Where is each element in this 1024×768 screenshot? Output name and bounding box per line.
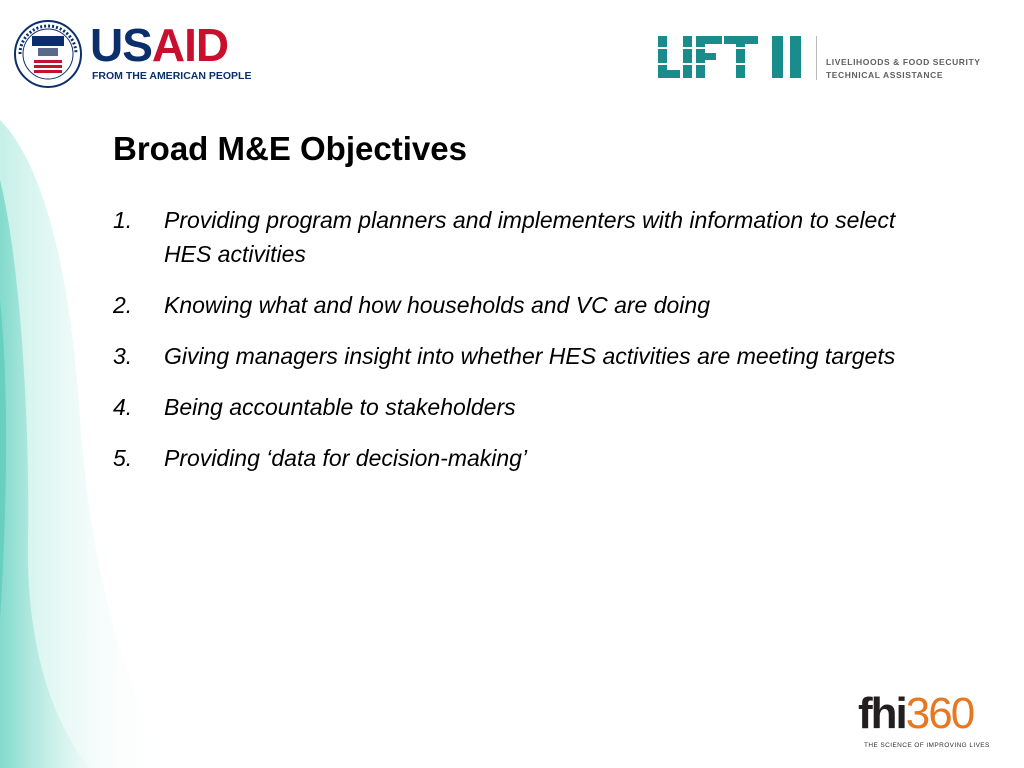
- objective-number: 2.: [113, 292, 133, 318]
- usaid-wordmark-aid: AID: [151, 19, 229, 71]
- usaid-logo: [14, 19, 252, 90]
- fhi360-wordmark-fhi: fhi: [858, 689, 906, 738]
- usaid-seal-icon: [14, 20, 82, 88]
- objective-item: [113, 339, 913, 373]
- objective-text: Knowing what and how households and VC are doing: [164, 292, 710, 318]
- usaid-tagline: FROM THE AMERICAN PEOPLE: [92, 70, 252, 82]
- objective-number: 4.: [113, 394, 133, 420]
- lift-tagline-line2: TECHNICAL ASSISTANCE: [826, 70, 944, 80]
- objective-number: 5.: [113, 445, 133, 471]
- usaid-wordmark: [90, 19, 229, 71]
- objective-number: 3.: [113, 343, 133, 369]
- objective-item: [113, 441, 913, 475]
- objective-text: Giving managers insight into whether HES activities are meeting targets: [164, 343, 896, 369]
- lift-ii-mark-icon: [656, 34, 816, 82]
- lift-tagline: [826, 56, 981, 82]
- fhi360-logo: [858, 690, 998, 754]
- fhi360-tagline: THE SCIENCE OF IMPROVING LIVES: [864, 742, 990, 749]
- objectives-list: [113, 203, 913, 492]
- objective-text: Being accountable to stakeholders: [164, 394, 516, 420]
- fhi360-wordmark: [858, 690, 973, 738]
- objective-item: [113, 203, 913, 271]
- objective-item: [113, 288, 913, 322]
- objective-text: Providing ‘data for decision-making’: [164, 445, 528, 471]
- fhi360-wordmark-360: 360: [905, 689, 974, 738]
- slide-title: Broad M&E Objectives: [113, 130, 467, 167]
- objective-number: 1.: [113, 207, 133, 233]
- usaid-wordmark-us: US: [90, 19, 152, 71]
- lift-tagline-line1: LIVELIHOODS & FOOD SECURITY: [826, 57, 981, 67]
- lift-logo-divider: [816, 36, 817, 80]
- lift-ii-logo: [656, 34, 996, 84]
- objective-text: Providing program planners and implementers with information to select HES activities: [164, 207, 896, 267]
- objective-item: [113, 390, 913, 424]
